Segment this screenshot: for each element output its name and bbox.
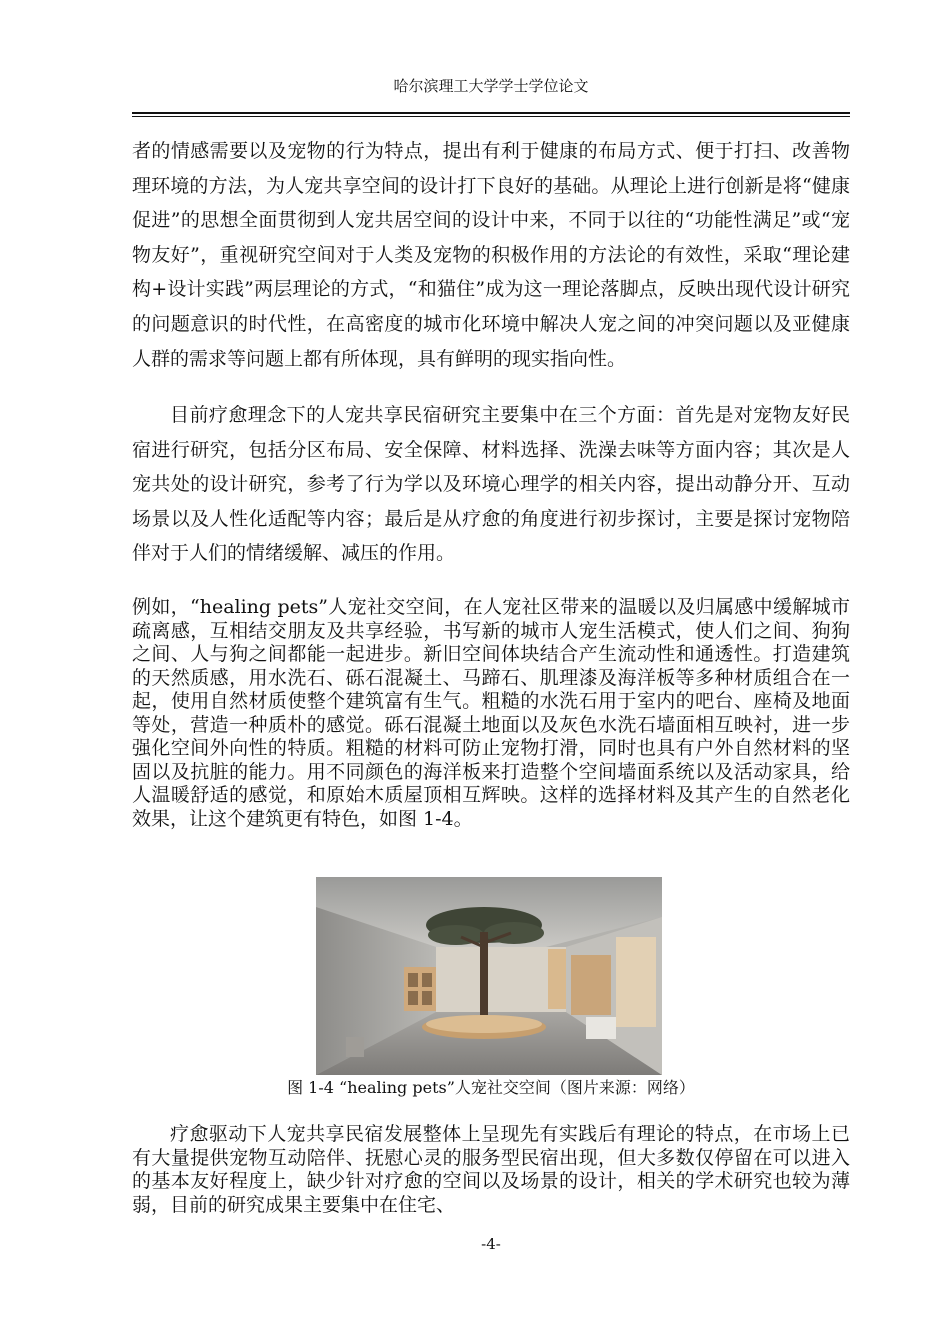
body-paragraph-2: 目前疗愈理念下的人宠共享民宿研究主要集中在三个方面：首先是对宠物友好民宿进行研究，包括分区布局、安全保障、材料选择、洗澡去味等方面内容；其次是人宠共处的设计研究，参考了行为学以及环境心理学的相关内容，提出动静分开、互动场景以及人性化适配等内容；最后是从疗愈的角度进行初步探讨，主要是探讨宠物陪伴对于人们的情绪缓解、减压的作用。 <box>132 404 850 565</box>
page-number: -4- <box>481 1235 501 1253</box>
body-paragraph-3: 例如，“healing pets”人宠社交空间，在人宠社区带来的温暖以及归属感中缓解城市疏离感，互相结交朋友及共享经验，书写新的城市人宠生活模式，使人们之间、狗狗之间、人与狗之间都能一起进步。新旧空间体块结合产生流动性和通透性。打造建筑的天然质感，用水洗石、砾石混凝土、马蹄石、肌理漆及海洋板等多种材质组合在一起，使用自然材质使整个建筑富有生气。粗糙的水洗石用于室内的吧台、座椅及地面等处，营造一种质朴的感觉。砾石混凝土地面以及灰色水洗石墙面相互映衬，进一步强化空间外向性的特质。粗糙的材料可防止宠物打滑，同时也具有户外自然材料的坚固以及抗脏的能力。用不同颜色的海洋板来打造整个空间墙面系统以及活动家具，给人温暖舒适的感觉，和原始木质屋顶相互辉映。这样的选择材料及其产生的自然老化效果，让这个建筑更有特色，如图 1-4。 <box>132 596 850 830</box>
body-paragraph-1: 者的情感需要以及宠物的行为特点，提出有利于健康的布局方式、便于打扫、改善物理环境的方法，为人宠共享空间的设计打下良好的基础。从理论上进行创新是将“健康促进”的思想全面贯彻到人宠共居空间的设计中来，不同于以往的“功能性满足”或“宠物友好”，重视研究空间对于人类及宠物的积极作用的方法论的有效性，采取“理论建构+设计实践”两层理论的方式，“和猫住”成为这一理论落脚点，反映出现代设计研究的问题意识的时代性，在高密度的城市化环境中解决人宠之间的冲突问题以及亚健康人群的需求等问题上都有所体现，具有鲜明的现实指向性。 <box>132 140 850 370</box>
running-header: 哈尔滨理工大学学士学位论文 <box>393 77 589 95</box>
header-rule <box>132 112 850 114</box>
figure-caption: 图 1-4 “healing pets”人宠社交空间（图片来源：网络） <box>287 1078 695 1097</box>
figure-1-4-photo <box>316 877 662 1075</box>
body-paragraph-4: 疗愈驱动下人宠共享民宿发展整体上呈现先有实践后有理论的特点，在市场上已有大量提供宠物互动陪伴、抚慰心灵的服务型民宿出现，但大多数仅停留在可以进入的基本友好程度上，缺少针对疗愈的空间以及场景的设计，相关的学术研究也较为薄弱，目前的研究成果主要集中在住宅、 <box>132 1123 850 1216</box>
header-rule-thin <box>132 116 850 117</box>
